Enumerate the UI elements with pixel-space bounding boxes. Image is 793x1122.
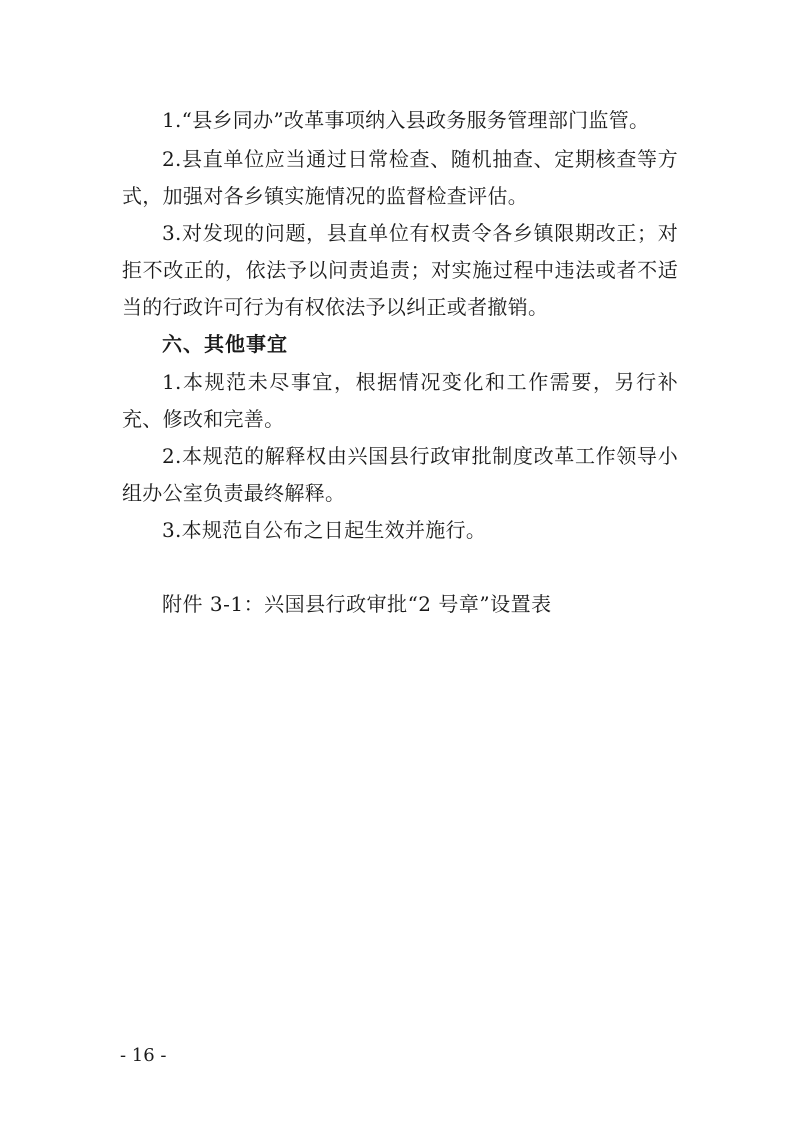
supervision-item-1: 1.“县乡同办”改革事项纳入县政务服务管理部门监管。 <box>162 108 650 132</box>
other-matters-item-3: 3.本规范自公布之日起生效并施行。 <box>162 518 487 542</box>
other-matters-item-1: 1.本规范未尽事宜，根据情况变化和工作需要，另行补充、修改和完善。 <box>122 370 678 431</box>
other-matters-item-2: 2.本规范的解释权由兴国县行政审批制度改革工作领导小组办公室负责最终解释。 <box>122 444 678 505</box>
supervision-item-2: 2.县直单位应当通过日常检查、随机抽查、定期核查等方式，加强对各乡镇实施情况的监督检查评估。 <box>122 147 678 208</box>
section-heading-other-matters: 六、其他事宜 <box>162 332 288 356</box>
supervision-item-3: 3.对发现的问题，县直单位有权责令各乡镇限期改正；对拒不改正的，依法予以问责追责；对实施过程中违法或者不适当的行政许可行为有权依法予以纠正或者撤销。 <box>122 221 678 319</box>
page-number: - 16 - <box>120 1045 167 1066</box>
attachment-reference: 附件 3-1：兴国县行政审批“2 号章”设置表 <box>162 592 552 616</box>
